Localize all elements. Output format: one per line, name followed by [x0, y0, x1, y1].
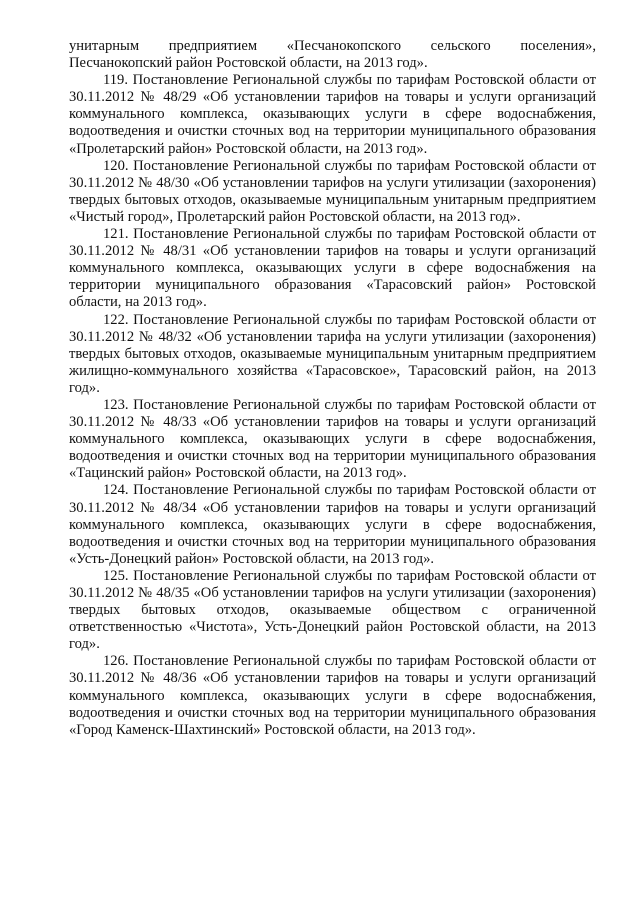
paragraph-item-125: 125. Постановление Региональной службы по тарифам Ростовской области от 30.11.2012 № 48/35 «Об установлении тарифов на услуги утилизации (захоронения) твердых бытовых отходов, оказываемые обществом с ограниченной ответственностью «Чистота», Усть-Донецкий район Ростовской области, на 2013 год».	[69, 567, 596, 653]
paragraph-item-119: 119. Постановление Региональной службы по тарифам Ростовской области от 30.11.2012 № 48/29 «Об установлении тарифов на товары и услуги организаций коммунального комплекса, оказывающих услуги в сфере водоснабжения, водоотведения и очистки сточных вод на территории муниципального образования «Пролетарский район» Ростовской области, на 2013 год».	[69, 72, 596, 157]
paragraph-item-120: 120. Постановление Региональной службы по тарифам Ростовской области от 30.11.2012 № 48/30 «Об установлении тарифов на услуги утилизации (захоронения) твердых бытовых отходов, оказываемые муниципальным унитарным предприятием «Чистый город», Пролетарский район Ростовской области, на 2013 год».	[69, 157, 596, 225]
document-page	[69, 38, 596, 739]
paragraph-continuation: унитарным предприятием «Песчанокопского сельского поселения», Песчанокопский район Ростовской области, на 2013 год».	[69, 38, 596, 72]
paragraph-item-124: 124. Постановление Региональной службы по тарифам Ростовской области от 30.11.2012 № 48/34 «Об установлении тарифов на товары и услуги организаций коммунального комплекса, оказывающих услуги в сфере водоснабжения, водоотведения и очистки сточных вод на территории муниципального образования «Усть-Донецкий район» Ростовской области, на 2013 год».	[69, 482, 596, 567]
paragraph-item-122: 122. Постановление Региональной службы по тарифам Ростовской области от 30.11.2012 № 48/32 «Об установлении тарифа на услуги утилизации (захоронения) твердых бытовых отходов, оказываемые муниципальным унитарным предприятием жилищно-коммунального хозяйства «Тарасовское», Тарасовский район, на 2013 год».	[69, 311, 596, 396]
paragraph-item-126: 126. Постановление Региональной службы по тарифам Ростовской области от 30.11.2012 № 48/36 «Об установлении тарифов на товары и услуги организаций коммунального комплекса, оказывающих услуги в сфере водоснабжения, водоотведения и очистки сточных вод на территории муниципального образования «Город Каменск-Шахтинский» Ростовской области, на 2013 год».	[69, 653, 596, 738]
paragraph-item-121: 121. Постановление Региональной службы по тарифам Ростовской области от 30.11.2012 № 48/31 «Об установлении тарифов на товары и услуги организаций коммунального комплекса, оказывающих услуги в сфере водоснабжения на территории муниципального образования «Тарасовский район» Ростовской области, на 2013 год».	[69, 226, 596, 311]
paragraph-item-123: 123. Постановление Региональной службы по тарифам Ростовской области от 30.11.2012 № 48/33 «Об установлении тарифов на товары и услуги организаций коммунального комплекса, оказывающих услуги в сфере водоснабжения, водоотведения и очистки сточных вод на территории муниципального образования «Тацинский район» Ростовской области, на 2013 год».	[69, 396, 596, 482]
